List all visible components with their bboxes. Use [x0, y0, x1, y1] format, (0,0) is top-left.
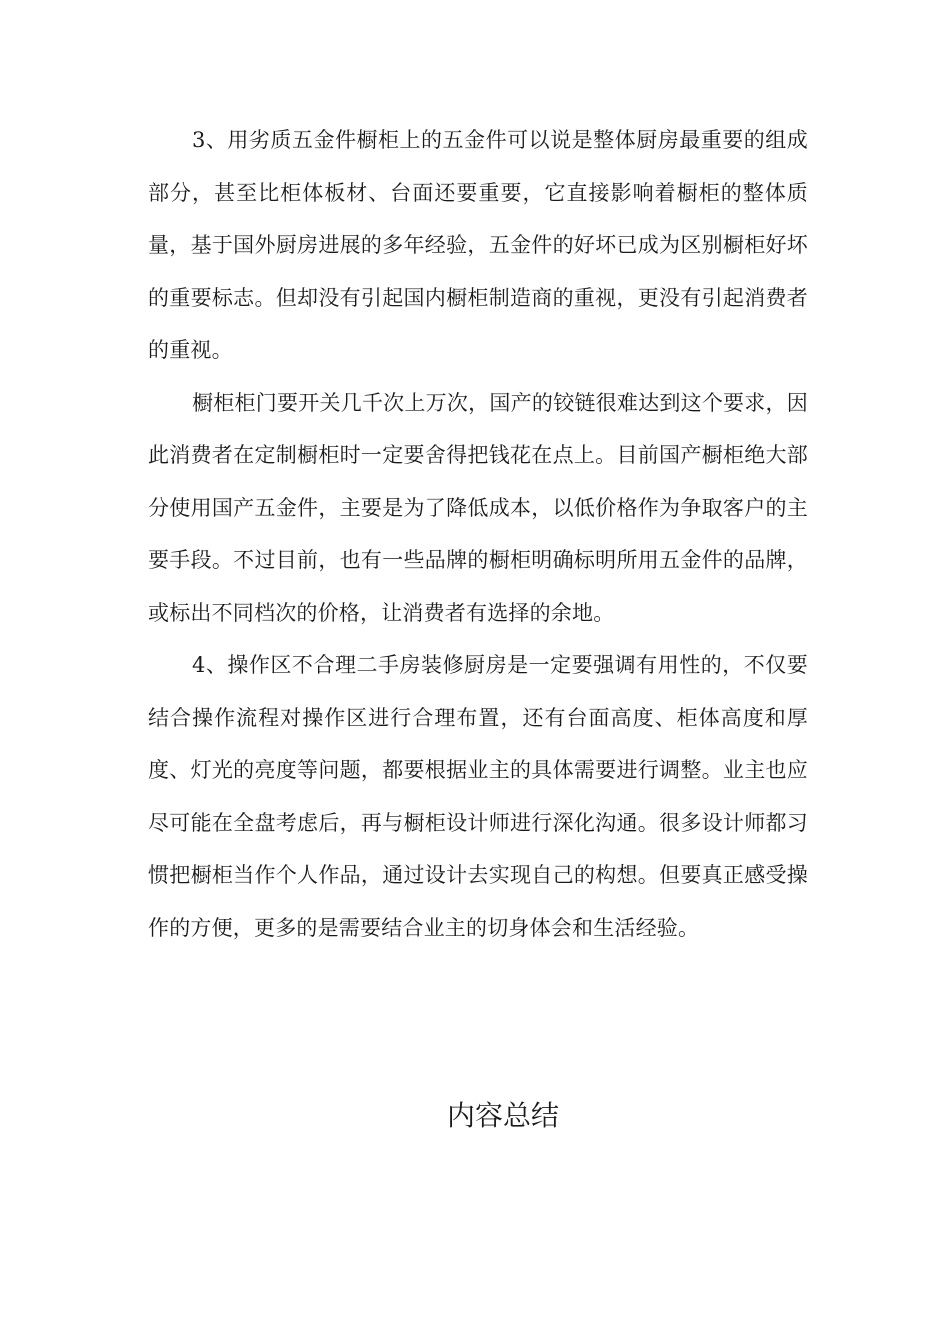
paragraph-cabinet-doors: 橱柜柜门要开关几千次上万次，国产的铰链很难达到这个要求，因此消费者在定制橱柜时一定要舍得把钱花在点上。目前国产橱柜绝大部分使用国产五金件，主要是为了降低成本，以低价格作为争取客户的主要手段。不过目前，也有一些品牌的橱柜明确标明所用五金件的品牌，或标出不同档次的价格，让消费者有选择的余地。 [148, 390, 808, 625]
paragraph-hardware: 3、用劣质五金件橱柜上的五金件可以说是整体厨房最重要的组成部分，甚至比柜体板材、台面还要重要，它直接影响着橱柜的整体质量，基于国外厨房进展的多年经验，五金件的好坏已成为区别橱柜好坏的重要标志。但却没有引起国内橱柜制造商的重视，更没有引起消费者的重视。 [148, 128, 808, 362]
document-body [148, 114, 808, 954]
paragraph-work-area: 4、操作区不合理二手房装修厨房是一定要强调有用性的，不仅要结合操作流程对操作区进行合理布置，还有台面高度、柜体高度和厚度、灯光的亮度等问题，都要根据业主的具体需要进行调整。业主也应尽可能在全盘考虑后，再与橱柜设计师进行深化沟通。很多设计师都习惯把橱柜当作个人作品，通过设计去实现自己的构想。但要真正感受操作的方便，更多的是需要结合业主的切身体会和生活经验。 [148, 653, 808, 940]
summary-heading: 内容总结 [446, 1099, 559, 1132]
